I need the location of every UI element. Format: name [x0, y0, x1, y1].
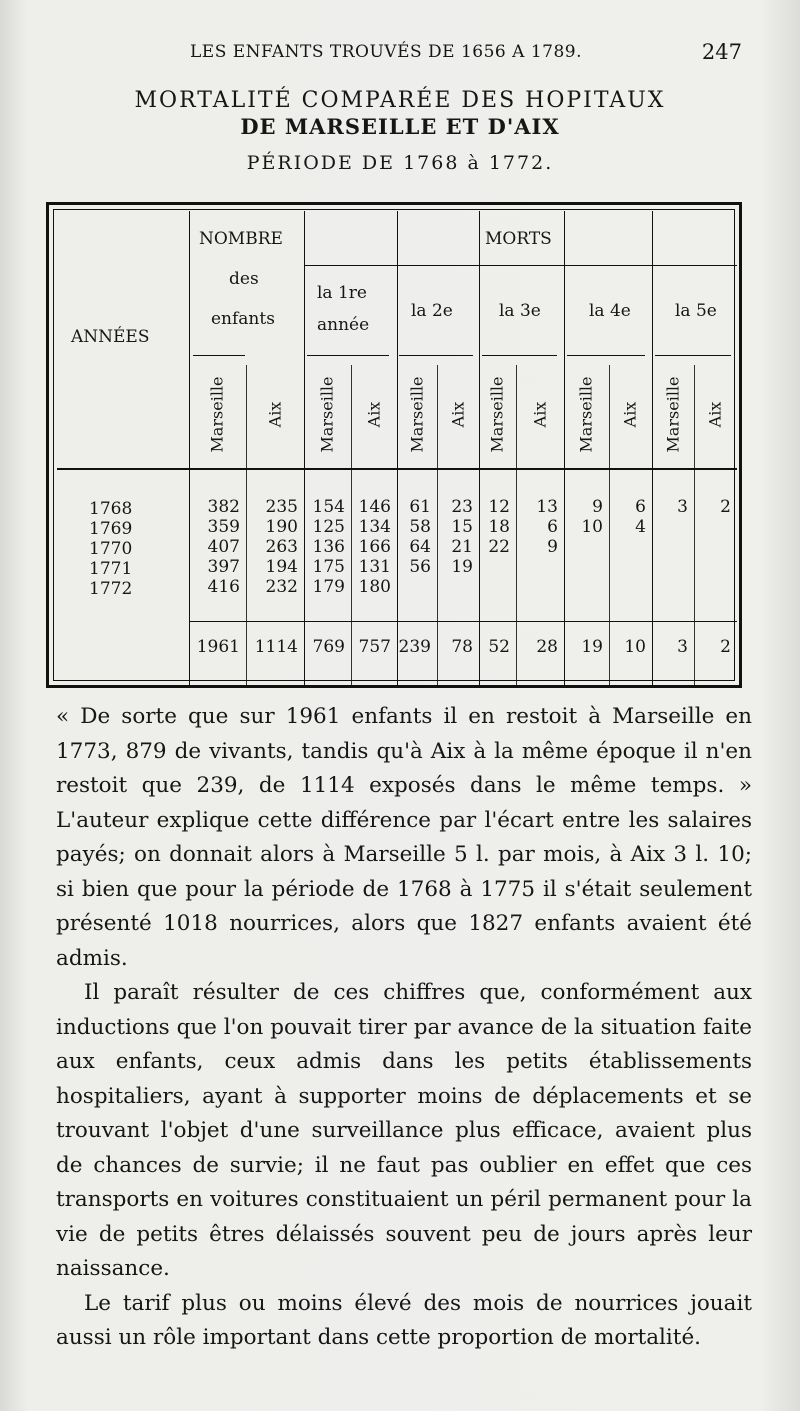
total-cell: 239 [398, 637, 431, 657]
data-cell: 382 [207, 497, 240, 517]
data-cell: 64 [409, 537, 431, 557]
data-cell: 12 [488, 497, 510, 517]
group-brace [567, 355, 645, 356]
data-cell: 61 [409, 497, 431, 517]
header-rule [57, 468, 737, 470]
data-cell: 180 [358, 577, 391, 597]
data-cell: 194 [265, 557, 298, 577]
data-cell: 263 [265, 537, 298, 557]
data-cell: 19 [451, 557, 473, 577]
col-divider [304, 211, 305, 685]
table-period: PÉRIODE DE 1768 à 1772. [246, 152, 554, 174]
sub-header-marseille: Marseille [663, 376, 683, 453]
year-label: 1771 [89, 559, 133, 579]
table-title-line2: DE MARSEILLE ET D'AIX [240, 114, 560, 139]
morts-group-1: la 1re [317, 283, 367, 303]
sub-header-aix: Aix [530, 401, 550, 428]
paragraph-3: Le tarif plus ou moins élevé des mois de nourrices jouait aussi un rôle important dans cette proportion de mortalité. [56, 1290, 752, 1350]
mortality-table [46, 202, 742, 688]
data-cell: 6 [635, 497, 646, 517]
data-cell: 166 [358, 537, 391, 557]
col-header-years: ANNÉES [71, 327, 150, 347]
data-cell: 13 [536, 497, 558, 517]
running-header [190, 40, 742, 70]
group-brace [307, 355, 389, 356]
total-cell: 1114 [254, 637, 298, 657]
total-cell: 28 [536, 637, 558, 657]
data-cell: 9 [547, 537, 558, 557]
total-cell: 78 [451, 637, 473, 657]
data-cell: 179 [312, 577, 345, 597]
sub-header-aix: Aix [265, 401, 285, 428]
data-cell: 416 [207, 577, 240, 597]
col-divider [652, 211, 653, 685]
year-label: 1770 [89, 539, 133, 559]
data-cell: 4 [635, 517, 646, 537]
data-cell: 3 [677, 497, 688, 517]
group-brace [482, 355, 557, 356]
data-cell: 2 [720, 497, 731, 517]
sub-header-aix: Aix [705, 401, 725, 428]
paragraph-1: « De sorte que sur 1961 enfants il en restoit à Marseille en 1773, 879 de vivants, tandis qu'à Aix à la même époque il n'en restoit que 239, de 1114 exposés dans le même temps. » L'auteur explique cette différence par l'écart entre les salaires payés; on donnait alors à Marseille 5 l. par mois, à Aix 3 l. 10; si bien que pour la période de 1768 à 1775 il s'était seulement présenté 1018 nourrices, alors que 1827 enfants avaient été admis. [56, 704, 752, 971]
data-cell: 235 [265, 497, 298, 517]
table-title-line1: MORTALITÉ COMPARÉE DES HOPITAUX [134, 88, 666, 113]
morts-group-4: la 4e [589, 301, 631, 321]
year-label: 1769 [89, 519, 133, 539]
col-header-nombre-des: des [229, 269, 259, 289]
data-cell: 397 [207, 557, 240, 577]
sub-header-marseille: Marseille [576, 376, 596, 453]
year-label: 1772 [89, 579, 133, 599]
data-cell: 15 [451, 517, 473, 537]
running-title: LES ENFANTS TROUVÉS DE 1656 A 1789. [190, 42, 582, 62]
data-cell: 9 [592, 497, 603, 517]
data-cell: 125 [312, 517, 345, 537]
data-cell: 10 [581, 517, 603, 537]
col-divider [564, 211, 565, 685]
data-cell: 58 [409, 517, 431, 537]
data-cell: 21 [451, 537, 473, 557]
total-cell: 769 [312, 637, 345, 657]
data-cell: 22 [488, 537, 510, 557]
group-brace [193, 355, 245, 356]
col-divider-minor [246, 365, 247, 685]
data-cell: 407 [207, 537, 240, 557]
year-label: 1768 [89, 499, 133, 519]
sub-header-marseille: Marseille [207, 376, 227, 453]
col-header-nombre-enfants: enfants [211, 309, 275, 329]
col-header-morts: MORTS [485, 229, 552, 249]
morts-group-5: la 5e [675, 301, 717, 321]
data-cell: 136 [312, 537, 345, 557]
data-cell: 131 [358, 557, 391, 577]
data-cell: 56 [409, 557, 431, 577]
morts-group-2: la 2e [411, 301, 453, 321]
group-brace [655, 355, 731, 356]
total-cell: 52 [488, 637, 510, 657]
sub-header-aix: Aix [448, 401, 468, 428]
total-rule [189, 621, 737, 622]
col-header-nombre: NOMBRE [199, 229, 283, 249]
sub-header-marseille: Marseille [487, 376, 507, 453]
sub-header-marseille: Marseille [407, 376, 427, 453]
total-cell: 3 [677, 637, 688, 657]
data-cell: 6 [547, 517, 558, 537]
morts-rule [304, 265, 737, 266]
sub-header-aix: Aix [620, 401, 640, 428]
total-cell: 1961 [196, 637, 240, 657]
total-cell: 10 [624, 637, 646, 657]
data-cell: 175 [312, 557, 345, 577]
group-brace [399, 355, 473, 356]
body-text [56, 700, 752, 1356]
data-cell: 23 [451, 497, 473, 517]
col-divider [189, 211, 190, 685]
morts-group-3: la 3e [499, 301, 541, 321]
morts-group-1-annee: année [317, 315, 370, 335]
col-divider [397, 211, 398, 685]
data-cell: 146 [358, 497, 391, 517]
col-divider [479, 211, 480, 685]
data-cell: 154 [312, 497, 345, 517]
data-cell: 359 [207, 517, 240, 537]
total-cell: 757 [358, 637, 391, 657]
sub-header-aix: Aix [364, 401, 384, 428]
paragraph-2: Il paraît résulter de ces chiffres que, conformément aux inductions que l'on pouvait tirer par avance de la situation faite aux enfants, ceux admis dans les petits établissements hospitaliers, ayant à supporter moins de déplacements et se trouvant l'objet d'une surveillance plus efficace, avaient plus de chances de survie; il ne faut pas oublier en effet que ces transports en voitures constituaient un péril permanent pour la vie de petits êtres délaissés souvent peu de jours après leur naissance. [56, 980, 752, 1281]
page-number: 247 [701, 40, 742, 64]
total-cell: 2 [720, 637, 731, 657]
data-cell: 134 [358, 517, 391, 537]
total-cell: 19 [581, 637, 603, 657]
data-cell: 190 [265, 517, 298, 537]
data-cell: 232 [265, 577, 298, 597]
sub-header-marseille: Marseille [317, 376, 337, 453]
data-cell: 18 [488, 517, 510, 537]
